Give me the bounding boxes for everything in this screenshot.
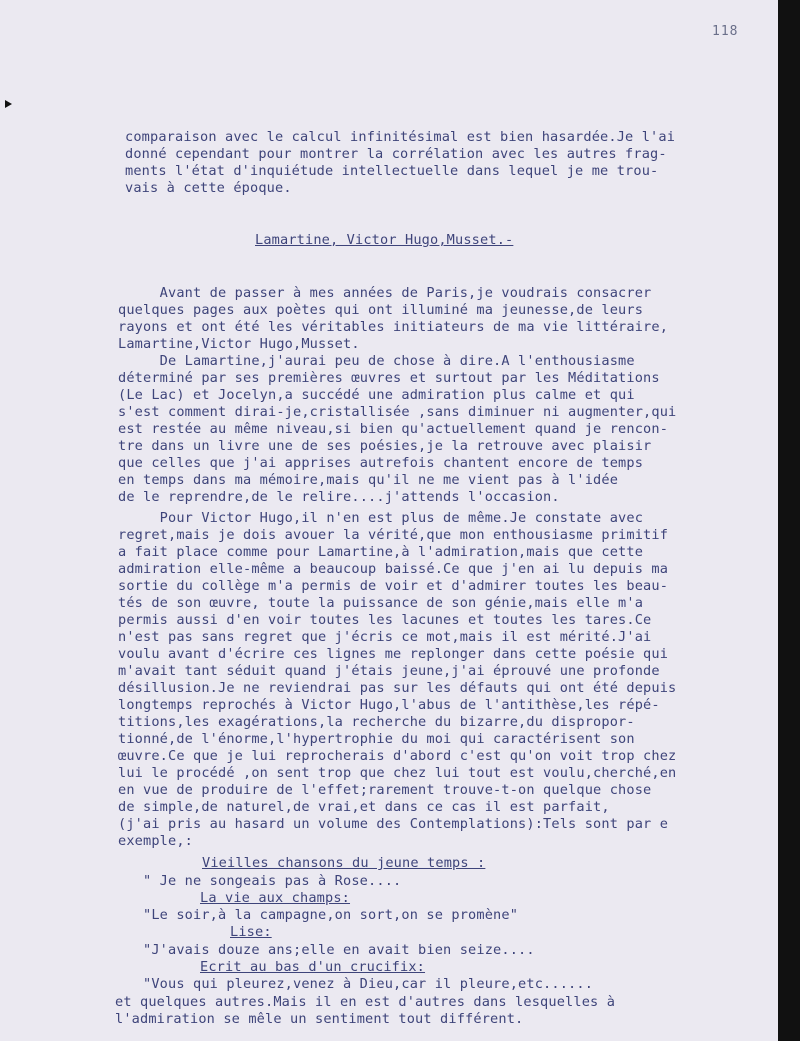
paragraph-line: voulu avant d'écrire ces lignes me replonger dans cette poésie qui: [118, 646, 669, 662]
paragraph-line: Avant de passer à mes années de Paris,je voudrais consacrer: [118, 285, 652, 301]
paragraph-line: rayons et ont été les véritables initiateurs de ma vie littéraire,: [118, 319, 669, 335]
paragraph-line: lui le procédé ,on sent trop que chez lui tout est voulu,cherché,en: [118, 765, 677, 781]
paragraph-line: permis aussi d'en voir toutes les lacunes et toutes les tares.Ce: [118, 612, 652, 628]
poem-first-line: "J'avais douze ans;elle en avait bien seize....: [143, 942, 535, 958]
poem-title: La vie aux champs:: [200, 890, 351, 906]
paragraph-line: déterminé par ses premières œuvres et surtout par les Méditations: [118, 370, 660, 386]
paragraph-line: en vue de produire de l'effet;rarement trouve-t-on quelque chose: [118, 782, 652, 798]
paragraph-line: de simple,de naturel,de vrai,et dans ce cas il est parfait,: [118, 799, 610, 815]
closing-line: l'admiration se mêle un sentiment tout différent.: [115, 1011, 524, 1027]
body-line: ments l'état d'inquiétude intellectuelle dans lequel je me trou-: [125, 163, 659, 179]
paragraph-line: Pour Victor Hugo,il n'en est plus de même.Je constate avec: [118, 510, 644, 526]
scan-edge: [778, 0, 800, 1041]
paragraph-line: regret,mais je dois avouer la vérité,que mon enthousiasme primitif: [118, 527, 669, 543]
paragraph-line: titions,les exagérations,la recherche du bizarre,du dispropor-: [118, 714, 635, 730]
section-title: Lamartine, Victor Hugo,Musset.-: [255, 232, 514, 248]
page-number: 118: [712, 24, 739, 39]
paragraph-line: De Lamartine,j'aurai peu de chose à dire.A l'enthousiasme: [118, 353, 635, 369]
margin-tick-mark: [5, 100, 12, 108]
poem-first-line: "Vous qui pleurez,venez à Dieu,car il pleure,etc......: [143, 976, 594, 992]
poem-title: Vieilles chansons du jeune temps :: [202, 855, 486, 871]
paragraph-line: exemple,:: [118, 833, 194, 849]
paragraph-line: n'est pas sans regret que j'écris ce mot,mais il est mérité.J'ai: [118, 629, 652, 645]
paragraph-line: (Le Lac) et Jocelyn,a succédé une admiration plus calme et qui: [118, 387, 635, 403]
paragraph-line: de le reprendre,de le relire....j'attends l'occasion.: [118, 489, 560, 505]
body-line: donné cependant pour montrer la corrélation avec les autres frag-: [125, 146, 667, 162]
paragraph-line: désillusion.Je ne reviendrai pas sur les défauts qui ont été depuis: [118, 680, 677, 696]
paragraph-line: a fait place comme pour Lamartine,à l'admiration,mais que cette: [118, 544, 644, 560]
poem-title: Ecrit au bas d'un crucifix:: [200, 959, 426, 975]
paragraph-line: œuvre.Ce que je lui reprocherais d'abord c'est qu'on voit trop chez: [118, 748, 677, 764]
paragraph-line: Lamartine,Victor Hugo,Musset.: [118, 336, 360, 352]
body-line: vais à cette époque.: [125, 180, 292, 196]
paragraph-line: tés de son œuvre, toute la puissance de son génie,mais elle m'a: [118, 595, 644, 611]
paragraph-line: m'avait tant séduit quand j'étais jeune,j'ai éprouvé une profonde: [118, 663, 660, 679]
paragraph-line: s'est comment dirai-je,cristallisée ,sans diminuer ni augmenter,qui: [118, 404, 677, 420]
paragraph-line: que celles que j'ai apprises autrefois chantent encore de temps: [118, 455, 644, 471]
closing-line: et quelques autres.Mais il en est d'autres dans lesquelles à: [115, 994, 616, 1010]
paragraph-line: (j'ai pris au hasard un volume des Contemplations):Tels sont par e: [118, 816, 669, 832]
poem-title: Lise:: [230, 924, 272, 940]
paragraph-line: admiration elle-même a beaucoup baissé.Ce que j'en ai lu depuis ma: [118, 561, 669, 577]
paragraph-line: quelques pages aux poètes qui ont illuminé ma jeunesse,de leurs: [118, 302, 644, 318]
paragraph-line: longtemps reprochés à Victor Hugo,l'abus de l'antithèse,les répé-: [118, 697, 660, 713]
paragraph-line: tionné,de l'énorme,l'hypertrophie du moi qui caractérisent son: [118, 731, 635, 747]
paragraph-line: sortie du collège m'a permis de voir et d'admirer toutes les beau-: [118, 578, 669, 594]
poem-first-line: "Le soir,à la campagne,on sort,on se promène": [143, 907, 519, 923]
body-line: comparaison avec le calcul infinitésimal est bien hasardée.Je l'ai: [125, 129, 676, 145]
paragraph-line: en temps dans ma mémoire,mais qu'il ne me vient pas à l'idée: [118, 472, 619, 488]
paragraph-line: tre dans un livre une de ses poésies,je la retrouve avec plaisir: [118, 438, 652, 454]
poem-first-line: " Je ne songeais pas à Rose....: [143, 873, 402, 889]
paragraph-line: est restée au même niveau,si bien qu'actuellement quand je rencon-: [118, 421, 669, 437]
